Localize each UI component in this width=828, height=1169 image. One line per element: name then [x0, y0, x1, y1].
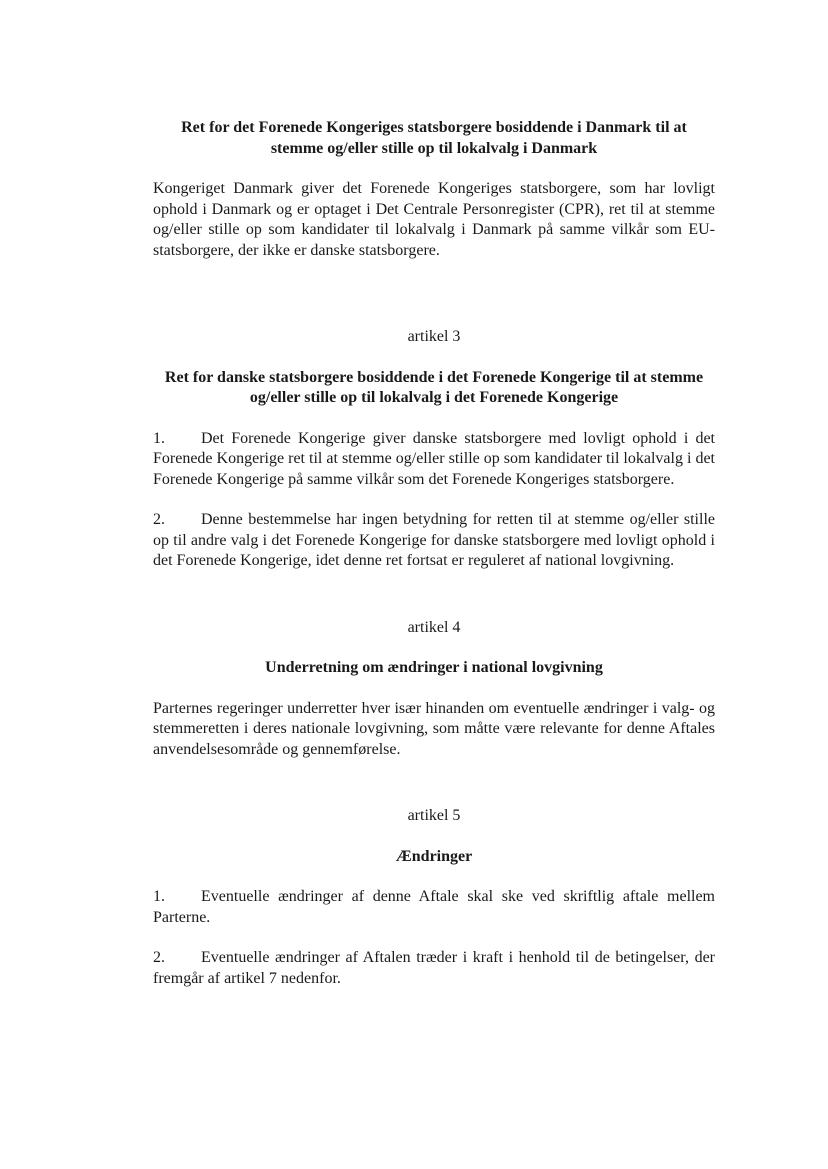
article-4-heading: Underretning om ændringer i national lovgivning [265, 659, 603, 676]
article-4-paragraph: Parternes regeringer underretter hver især hinanden om eventuelle ændringer i valg- og stemmeretten i deres nationale lovgivning, som måtte være relevante for denne Aftales anvendelsesområde og gennemførelse. [153, 699, 715, 758]
document-page [153, 118, 715, 989]
item-number: 2. [153, 949, 165, 966]
article-3-label: artikel 3 [407, 328, 461, 345]
article-5-label: artikel 5 [407, 807, 461, 824]
item-text: Denne bestemmelse har ingen betydning for retten til at stemme og/eller stille op til andre valg i det Forenede Kongerige for danske statsborgere med lovligt ophold i det Forenede Kongerige, idet denne ret fortsat er reguleret af national lovgivning. [153, 511, 715, 569]
article-5-heading: Ændringer [395, 847, 473, 865]
item-text: Det Forenede Kongerige giver danske statsborgere med lovligt ophold i det Forenede Kongerige ret til at stemme og/eller stille op som kandidater til lokalvalg i det Forenede Kongerige på samme vilkår som det Forenede Kongeriges statsborgere. [153, 429, 715, 488]
item-number: 1. [153, 888, 165, 905]
article-5-item-1 [153, 887, 715, 928]
section-paragraph-uk-citizens-in-denmark: Kongeriget Danmark giver det Forenede Kongeriges statsborgere, som har lovligt ophold i Danmark og er optaget i Det Centrale Personregister (CPR), ret til at stemme og/eller stille op som kandidater til lokalvalg i Danmark på samme vilkår som EU-statsborgere, der ikke er danske statsborgere. [153, 180, 715, 259]
article-3-item-1 [153, 429, 715, 491]
article-5-item-2 [153, 948, 715, 989]
item-text: Eventuelle ændringer af denne Aftale skal ske ved skriftlig aftale mellem Parterne. [153, 888, 715, 926]
article-3-heading: Ret for danske statsborgere bosiddende i det Forenede Kongerige til at stemme og/eller stille op til lokalvalg i det Forenede Kongerige [164, 368, 704, 406]
item-number: 1. [153, 429, 165, 447]
section-heading-uk-citizens-in-denmark: Ret for det Forenede Kongeriges statsborgere bosiddende i Danmark til at stemme og/eller stille op til lokalvalg i Danmark [181, 119, 687, 157]
item-text: Eventuelle ændringer af Aftalen træder i kraft i henhold til de betingelser, der fremgår af artikel 7 nedenfor. [153, 949, 715, 987]
article-3-item-2 [153, 510, 715, 572]
item-number: 2. [153, 511, 165, 528]
article-4-label: artikel 4 [407, 618, 461, 636]
